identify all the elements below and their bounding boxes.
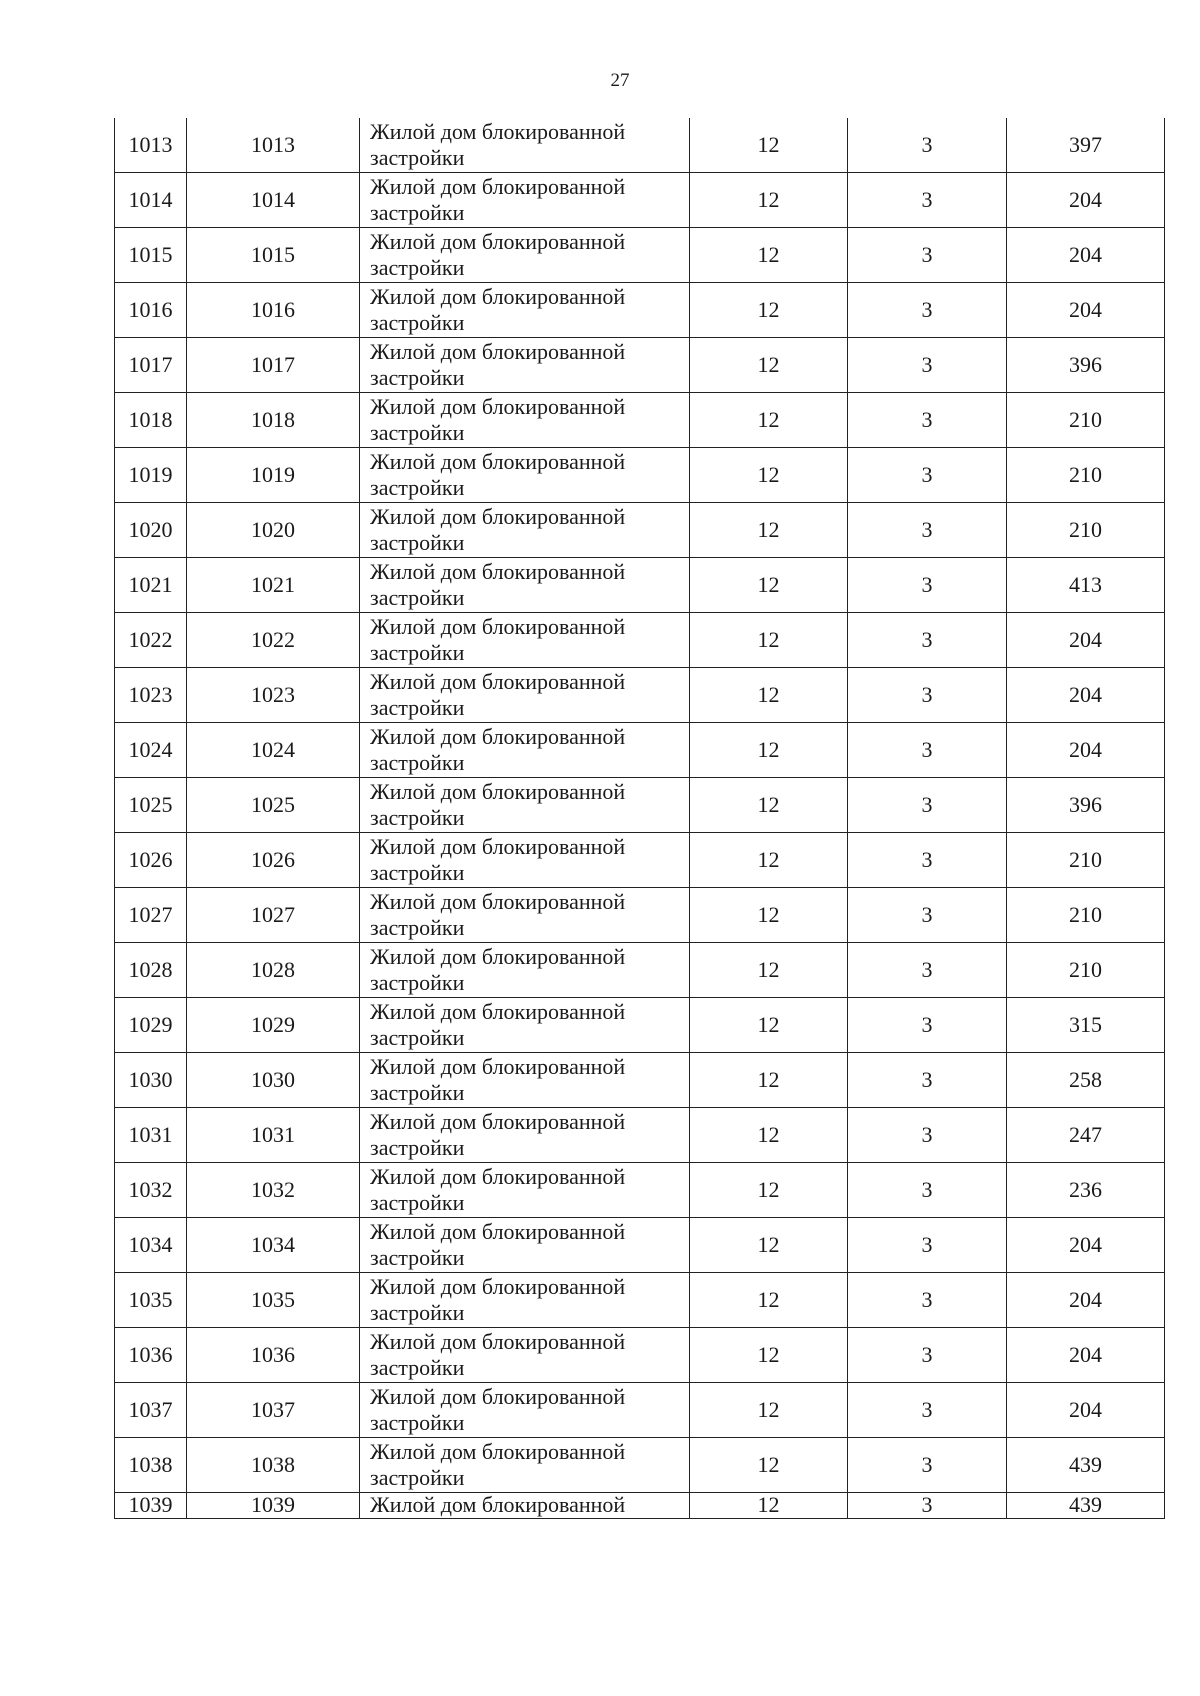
object-type-line-1: Жилой дом блокированной [370, 1219, 626, 1244]
cell-row-number: 1017 [115, 338, 187, 393]
cell-object-number: 1019 [187, 448, 360, 503]
table-row [115, 1108, 1165, 1163]
cell-object-number: 1023 [187, 668, 360, 723]
cell-object-type [360, 338, 690, 393]
cell-value-c: 397 [1007, 118, 1165, 173]
cell-value-c: 413 [1007, 558, 1165, 613]
object-type-line-2: застройки [370, 1245, 465, 1270]
object-type-line-2: застройки [370, 1080, 465, 1105]
cell-value-c: 396 [1007, 338, 1165, 393]
cell-value-a: 12 [690, 943, 848, 998]
cell-row-number: 1023 [115, 668, 187, 723]
cell-value-b: 3 [848, 1438, 1007, 1493]
cell-value-a: 12 [690, 1493, 848, 1519]
object-type-line-1: Жилой дом блокированной [370, 1329, 626, 1354]
table-row [115, 723, 1165, 778]
object-type-line-2: застройки [370, 1135, 465, 1160]
cell-value-b: 3 [848, 613, 1007, 668]
cell-object-type [360, 393, 690, 448]
object-type-line-1: Жилой дом блокированной [370, 834, 626, 859]
cell-value-b: 3 [848, 1383, 1007, 1438]
table-row [115, 1273, 1165, 1328]
object-type-line-2: застройки [370, 255, 465, 280]
cell-value-c: 210 [1007, 943, 1165, 998]
table-row [115, 1163, 1165, 1218]
object-type-line-1: Жилой дом блокированной [370, 1109, 626, 1134]
cell-value-c: 204 [1007, 173, 1165, 228]
cell-value-b: 3 [848, 283, 1007, 338]
object-type-line-1: Жилой дом блокированной [370, 614, 626, 639]
object-type-line-2: застройки [370, 970, 465, 995]
cell-value-b: 3 [848, 888, 1007, 943]
cell-value-c: 204 [1007, 283, 1165, 338]
object-type-line-2: застройки [370, 915, 465, 940]
cell-value-c: 204 [1007, 668, 1165, 723]
cell-object-number: 1031 [187, 1108, 360, 1163]
cell-value-a: 12 [690, 558, 848, 613]
cell-object-type [360, 1493, 690, 1519]
object-type-line-2: застройки [370, 200, 465, 225]
cell-value-a: 12 [690, 283, 848, 338]
cell-row-number: 1020 [115, 503, 187, 558]
table-row [115, 998, 1165, 1053]
cell-value-b: 3 [848, 118, 1007, 173]
object-type-line-2: застройки [370, 530, 465, 555]
cell-value-a: 12 [690, 1273, 848, 1328]
cell-value-b: 3 [848, 1053, 1007, 1108]
object-type-line-1: Жилой дом блокированной [370, 284, 626, 309]
page-number: 27 [610, 70, 630, 91]
document-table [114, 118, 1165, 1519]
table-row [115, 393, 1165, 448]
cell-value-c: 396 [1007, 778, 1165, 833]
cell-value-c: 258 [1007, 1053, 1165, 1108]
cell-value-b: 3 [848, 723, 1007, 778]
cell-object-number: 1017 [187, 338, 360, 393]
cell-object-type [360, 1328, 690, 1383]
cell-value-c: 210 [1007, 393, 1165, 448]
cell-value-a: 12 [690, 888, 848, 943]
cell-value-b: 3 [848, 558, 1007, 613]
cell-object-type [360, 1383, 690, 1438]
cell-row-number: 1026 [115, 833, 187, 888]
object-type-line-1: Жилой дом блокированной [370, 229, 626, 254]
cell-object-type [360, 173, 690, 228]
cell-row-number: 1034 [115, 1218, 187, 1273]
object-type-line-2: застройки [370, 640, 465, 665]
cell-object-number: 1028 [187, 943, 360, 998]
cell-object-type [360, 503, 690, 558]
object-type-line-1: Жилой дом блокированной [370, 339, 626, 364]
cell-row-number: 1022 [115, 613, 187, 668]
object-type-line-2: застройки [370, 1190, 465, 1215]
cell-value-a: 12 [690, 173, 848, 228]
table-row [115, 173, 1165, 228]
cell-value-a: 12 [690, 448, 848, 503]
cell-object-type [360, 668, 690, 723]
cell-value-c: 439 [1007, 1493, 1165, 1519]
cell-object-type [360, 228, 690, 283]
cell-value-b: 3 [848, 393, 1007, 448]
cell-value-a: 12 [690, 1438, 848, 1493]
cell-value-c: 204 [1007, 1383, 1165, 1438]
cell-row-number: 1029 [115, 998, 187, 1053]
table-row [115, 118, 1165, 173]
cell-value-b: 3 [848, 998, 1007, 1053]
cell-row-number: 1037 [115, 1383, 187, 1438]
object-type-line-2: застройки [370, 805, 465, 830]
cell-row-number: 1036 [115, 1328, 187, 1383]
cell-object-number: 1024 [187, 723, 360, 778]
object-type-line-1: Жилой дом блокированной [370, 449, 626, 474]
table-body [115, 118, 1165, 1519]
cell-object-type [360, 778, 690, 833]
cell-object-number: 1022 [187, 613, 360, 668]
table-row [115, 943, 1165, 998]
table-row [115, 1218, 1165, 1273]
cell-object-type [360, 118, 690, 173]
cell-row-number: 1025 [115, 778, 187, 833]
cell-value-c: 247 [1007, 1108, 1165, 1163]
cell-value-b: 3 [848, 833, 1007, 888]
cell-value-a: 12 [690, 1218, 848, 1273]
object-type-line-2: застройки [370, 1355, 465, 1380]
cell-value-a: 12 [690, 1328, 848, 1383]
object-type-line-1: Жилой дом блокированной [370, 559, 626, 584]
object-type-line-2: застройки [370, 1300, 465, 1325]
cell-row-number: 1031 [115, 1108, 187, 1163]
cell-object-type [360, 888, 690, 943]
table-row [115, 503, 1165, 558]
object-type-line-2: застройки [370, 860, 465, 885]
cell-value-c: 210 [1007, 448, 1165, 503]
cell-value-b: 3 [848, 503, 1007, 558]
object-type-line-2: застройки [370, 1025, 465, 1050]
cell-value-b: 3 [848, 778, 1007, 833]
cell-object-number: 1030 [187, 1053, 360, 1108]
cell-value-c: 204 [1007, 723, 1165, 778]
cell-value-a: 12 [690, 503, 848, 558]
cell-row-number: 1038 [115, 1438, 187, 1493]
object-type-line-1: Жилой дом блокированной [370, 779, 626, 804]
cell-value-a: 12 [690, 1108, 848, 1163]
cell-object-type [360, 723, 690, 778]
cell-value-a: 12 [690, 1163, 848, 1218]
cell-value-b: 3 [848, 1108, 1007, 1163]
cell-value-b: 3 [848, 1328, 1007, 1383]
cell-object-type [360, 833, 690, 888]
cell-object-number: 1026 [187, 833, 360, 888]
cell-object-type [360, 558, 690, 613]
cell-value-a: 12 [690, 723, 848, 778]
cell-row-number: 1027 [115, 888, 187, 943]
object-type-line-1: Жилой дом блокированной [370, 724, 626, 749]
cell-value-b: 3 [848, 448, 1007, 503]
object-type-line-2: застройки [370, 750, 465, 775]
cell-value-c: 236 [1007, 1163, 1165, 1218]
cell-object-number: 1013 [187, 118, 360, 173]
cell-value-b: 3 [848, 943, 1007, 998]
object-type-line-2: застройки [370, 145, 465, 170]
table-row [115, 1328, 1165, 1383]
cell-value-a: 12 [690, 1383, 848, 1438]
table-row [115, 283, 1165, 338]
cell-value-c: 439 [1007, 1438, 1165, 1493]
table-row [115, 1493, 1165, 1519]
cell-value-b: 3 [848, 1493, 1007, 1519]
cell-value-b: 3 [848, 1218, 1007, 1273]
cell-value-a: 12 [690, 228, 848, 283]
cell-object-type [360, 448, 690, 503]
cell-value-b: 3 [848, 228, 1007, 283]
cell-object-number: 1035 [187, 1273, 360, 1328]
object-type-line-2: застройки [370, 1410, 465, 1435]
object-type-line-2: застройки [370, 475, 465, 500]
object-type-line-2: застройки [370, 420, 465, 445]
table-row [115, 448, 1165, 503]
cell-object-number: 1037 [187, 1383, 360, 1438]
document-table-container [114, 118, 1164, 1519]
object-type-line-1: Жилой дом блокированной [370, 889, 626, 914]
cell-value-a: 12 [690, 778, 848, 833]
cell-value-c: 210 [1007, 503, 1165, 558]
cell-value-c: 204 [1007, 1218, 1165, 1273]
cell-value-c: 204 [1007, 613, 1165, 668]
cell-value-a: 12 [690, 1053, 848, 1108]
cell-object-type [360, 943, 690, 998]
cell-object-number: 1038 [187, 1438, 360, 1493]
cell-row-number: 1028 [115, 943, 187, 998]
cell-value-a: 12 [690, 118, 848, 173]
table-row [115, 1438, 1165, 1493]
cell-object-number: 1025 [187, 778, 360, 833]
cell-value-c: 204 [1007, 228, 1165, 283]
cell-value-b: 3 [848, 173, 1007, 228]
cell-value-b: 3 [848, 1163, 1007, 1218]
object-type-line-1: Жилой дом блокированной [370, 174, 626, 199]
object-type-line-1: Жилой дом блокированной [370, 669, 626, 694]
cell-row-number: 1013 [115, 118, 187, 173]
cell-object-type [360, 283, 690, 338]
cell-value-c: 210 [1007, 888, 1165, 943]
cell-object-number: 1032 [187, 1163, 360, 1218]
cell-object-number: 1014 [187, 173, 360, 228]
cell-object-number: 1018 [187, 393, 360, 448]
cell-value-c: 315 [1007, 998, 1165, 1053]
cell-object-number: 1034 [187, 1218, 360, 1273]
cell-object-number: 1039 [187, 1493, 360, 1519]
cell-object-number: 1021 [187, 558, 360, 613]
cell-object-number: 1027 [187, 888, 360, 943]
table-row [115, 338, 1165, 393]
object-type-line-2: застройки [370, 310, 465, 335]
object-type-line-1: Жилой дом блокированной [370, 1274, 626, 1299]
cell-row-number: 1030 [115, 1053, 187, 1108]
cell-object-number: 1015 [187, 228, 360, 283]
cell-value-c: 210 [1007, 833, 1165, 888]
cell-object-type [360, 1108, 690, 1163]
cell-value-b: 3 [848, 668, 1007, 723]
cell-object-type [360, 1273, 690, 1328]
object-type-line-1: Жилой дом блокированной [370, 1054, 626, 1079]
object-type-line-2: застройки [370, 585, 465, 610]
table-row [115, 558, 1165, 613]
cell-value-a: 12 [690, 998, 848, 1053]
cell-object-number: 1029 [187, 998, 360, 1053]
cell-row-number: 1032 [115, 1163, 187, 1218]
table-row [115, 613, 1165, 668]
cell-row-number: 1015 [115, 228, 187, 283]
cell-value-a: 12 [690, 833, 848, 888]
cell-object-number: 1020 [187, 503, 360, 558]
cell-value-c: 204 [1007, 1328, 1165, 1383]
table-row [115, 668, 1165, 723]
object-type-line-2: застройки [370, 365, 465, 390]
cell-value-b: 3 [848, 338, 1007, 393]
table-row [115, 888, 1165, 943]
table-row [115, 778, 1165, 833]
cell-row-number: 1039 [115, 1493, 187, 1519]
cell-object-number: 1016 [187, 283, 360, 338]
cell-value-a: 12 [690, 338, 848, 393]
cell-object-type [360, 1438, 690, 1493]
table-row [115, 1053, 1165, 1108]
cell-row-number: 1024 [115, 723, 187, 778]
cell-row-number: 1018 [115, 393, 187, 448]
object-type-line-1: Жилой дом блокированной [370, 119, 626, 144]
cell-object-type [360, 1163, 690, 1218]
object-type-line-1: Жилой дом блокированной [370, 394, 626, 419]
cell-value-b: 3 [848, 1273, 1007, 1328]
object-type-line-1: Жилой дом блокированной [370, 1492, 626, 1517]
cell-row-number: 1019 [115, 448, 187, 503]
cell-value-a: 12 [690, 613, 848, 668]
object-type-line-2: застройки [370, 1465, 465, 1490]
cell-row-number: 1021 [115, 558, 187, 613]
object-type-line-1: Жилой дом блокированной [370, 1164, 626, 1189]
cell-row-number: 1035 [115, 1273, 187, 1328]
object-type-line-1: Жилой дом блокированной [370, 1384, 626, 1409]
table-row [115, 228, 1165, 283]
cell-object-number: 1036 [187, 1328, 360, 1383]
cell-value-a: 12 [690, 668, 848, 723]
object-type-line-1: Жилой дом блокированной [370, 1439, 626, 1464]
object-type-line-1: Жилой дом блокированной [370, 944, 626, 969]
table-row [115, 833, 1165, 888]
cell-object-type [360, 1053, 690, 1108]
object-type-line-1: Жилой дом блокированной [370, 999, 626, 1024]
object-type-line-1: Жилой дом блокированной [370, 504, 626, 529]
cell-value-a: 12 [690, 393, 848, 448]
table-row [115, 1383, 1165, 1438]
cell-value-c: 204 [1007, 1273, 1165, 1328]
cell-object-type [360, 1218, 690, 1273]
cell-object-type [360, 613, 690, 668]
cell-row-number: 1016 [115, 283, 187, 338]
cell-object-type [360, 998, 690, 1053]
object-type-line-2: застройки [370, 695, 465, 720]
cell-row-number: 1014 [115, 173, 187, 228]
